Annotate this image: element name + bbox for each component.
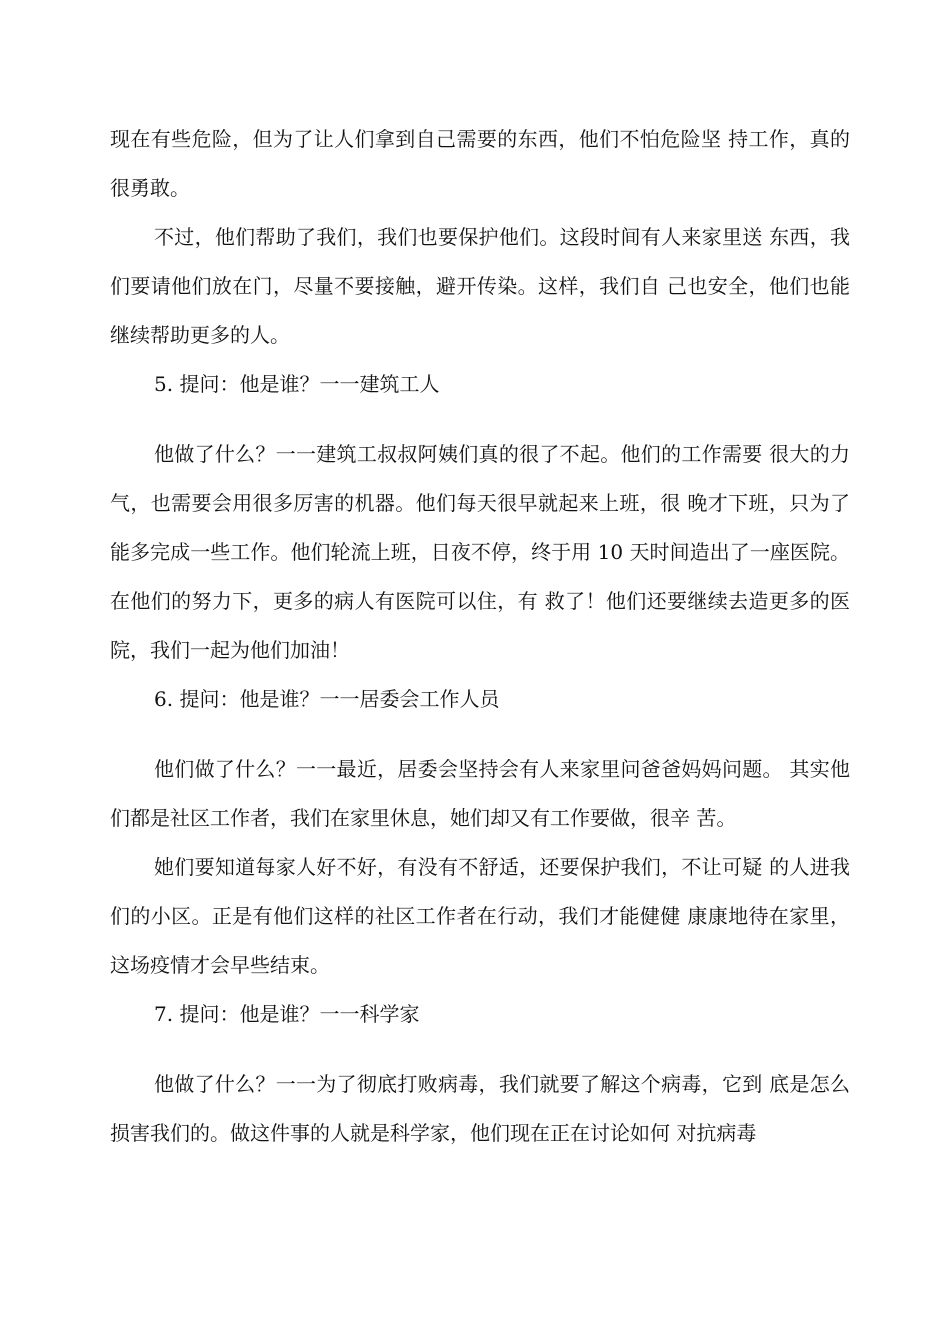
paragraph: 她们要知道每家人好不好，有没有不舒适，还要保护我们，不让可疑 的人进我们的小区。正是有他们这样的社区工作者在行动，我们才能健健 康康地待在家里，这场疫情才会早些结束。 <box>110 855 850 977</box>
paragraph: 他们做了什么？一一最近，居委会坚持会有人来家里问爸爸妈妈问题。 其实他们都是社区工作者，我们在家里休息，她们却又有工作要做，很辛 苦。 <box>110 757 850 830</box>
question-heading: 5. 提问：他是谁？一一建筑工人 <box>154 372 440 396</box>
question-heading: 6. 提问：他是谁？一一居委会工作人员 <box>154 687 500 711</box>
paragraph-continued: 现在有些危险，但为了让人们拿到自己需要的东西，他们不怕危险坚 持工作，真的很勇敢。 <box>110 127 850 200</box>
paragraph: 他做了什么？一一建筑工叔叔阿姨们真的很了不起。他们的工作需要 很大的力气，也需要会用很多厉害的机器。他们每天很早就起来上班，很 晚才下班，只为了能多完成一些工作。他们轮流上班，日夜不停，终于用 10 天时间造出了一座医院。在他们的努力下，更多的病人有医院可以住，有 救了！他们还要继续去造更多的医院，我们一起为他们加油！ <box>110 442 850 662</box>
paragraph: 不过，他们帮助了我们，我们也要保护他们。这段时间有人来家里送 东西，我们要请他们放在门，尽量不要接触，避开传染。这样，我们自 己也安全，他们也能继续帮助更多的人。 <box>110 225 850 347</box>
question-heading: 7. 提问：他是谁？一一科学家 <box>154 1002 420 1026</box>
document-body <box>110 115 850 1158</box>
paragraph: 他做了什么？一一为了彻底打败病毒，我们就要了解这个病毒，它到 底是怎么损害我们的。做这件事的人就是科学家，他们现在正在讨论如何 对抗病毒 <box>110 1072 850 1145</box>
